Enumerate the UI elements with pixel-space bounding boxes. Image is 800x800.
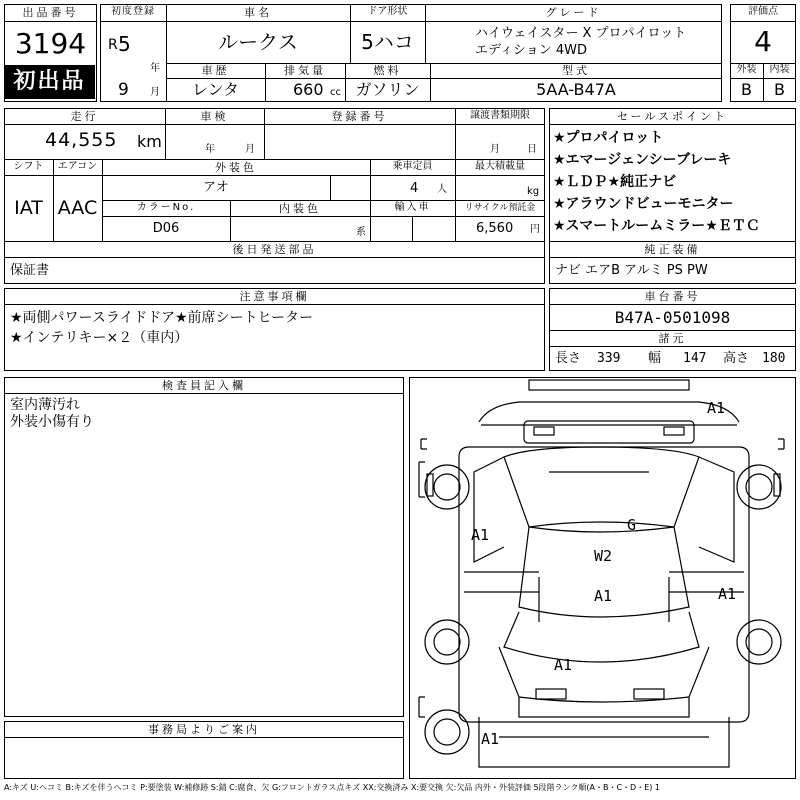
- recycle-fee: 6,560: [476, 221, 514, 236]
- insp-year-unit: 年: [205, 144, 215, 155]
- first-listing-badge: 初出品: [4, 65, 95, 99]
- sales-point-3: ★ＬＤＰ★純正ナビ: [553, 174, 677, 190]
- ac-label: エアコン: [57, 161, 98, 172]
- era: R: [108, 37, 118, 53]
- sales-points-label: セールスポイント: [616, 110, 728, 123]
- caution-line1: ★両側パワースライドドア★前席シートヒーター: [10, 310, 314, 326]
- type-code-label: 型式: [562, 64, 590, 77]
- ext-color-label: 外装色: [215, 161, 257, 174]
- inspector-line1: 室内薄汚れ: [10, 397, 80, 413]
- history-label: 車歴: [201, 64, 230, 77]
- chassis-label: 車台番号: [644, 290, 701, 303]
- interior-grade: B: [774, 80, 785, 99]
- later-parts-label: 後日発送部品: [232, 243, 317, 256]
- transfer-month-unit: 月: [490, 144, 500, 155]
- sales-point-1: ★プロパイロット: [553, 130, 664, 146]
- load-unit: kg: [527, 186, 540, 197]
- cc-unit: cc: [330, 87, 341, 98]
- lot-number-label: 出品番号: [22, 6, 79, 19]
- recycle-label: リサイクル預託金: [464, 203, 536, 213]
- grade-line2: エディション 4WD: [475, 43, 587, 58]
- dimensions-label: 諸元: [658, 332, 687, 345]
- transfer-day-unit: 日: [527, 144, 537, 155]
- legend: A:キズ U:ヘコミ B:キズを伴うヘコミ P:要塗装 W:補修跡 S:錆 C:腐食、欠 G:フロントガラス点キズ XX:交換済み X:要交換 欠:欠品 内外・外装評価 5段階ランク順(A・B・C・D・E) 1: [4, 783, 661, 792]
- fuel: ガソリン: [355, 80, 420, 99]
- grade-label: グレード: [545, 6, 602, 19]
- damage-mark: A1: [707, 399, 726, 417]
- damage-mark: A1: [718, 585, 737, 603]
- door-label: ドア形状: [367, 6, 408, 17]
- caution-label: 注意事項欄: [239, 290, 310, 303]
- damage-mark: A1: [471, 526, 490, 544]
- capacity: 4: [410, 181, 419, 196]
- displacement-label: 排気量: [284, 64, 326, 77]
- factory-equipment-label: 純正装備: [644, 243, 701, 256]
- length: 339: [597, 351, 621, 366]
- color-no: D06: [152, 221, 180, 236]
- damage-mark: W2: [594, 547, 613, 565]
- interior-label: 内装: [769, 64, 790, 75]
- capacity-unit: 人: [437, 184, 447, 195]
- color-no-label: カラーNo.: [136, 202, 196, 213]
- damage-mark: A1: [594, 587, 613, 605]
- mileage: 44,555: [45, 129, 118, 151]
- int-color-unit: 系: [356, 227, 366, 238]
- damage-mark: A1: [481, 730, 500, 748]
- chassis-number: B47A-0501098: [614, 308, 731, 327]
- caution-line2: ★インテリキー×２（車内）: [10, 330, 189, 346]
- exterior-label: 外装: [736, 64, 757, 75]
- int-color-label: 内装色: [279, 202, 321, 215]
- km-unit: km: [137, 132, 162, 151]
- inspector-label: 検査員記入欄: [162, 379, 246, 392]
- sales-point-2: ★エマージェンシーブレーキ: [553, 152, 732, 168]
- score-label: 評価点: [748, 6, 778, 17]
- factory-equipment: ナビ エアB アルミ PS PW: [555, 263, 708, 278]
- fuel-label: 燃料: [373, 64, 402, 77]
- score: 4: [754, 25, 772, 58]
- shift: IAT: [14, 197, 43, 219]
- width: 147: [683, 351, 707, 366]
- first-reg-label: 初度登録: [111, 6, 155, 17]
- insp-month-unit: 月: [245, 144, 255, 155]
- damage-mark: A1: [554, 656, 573, 674]
- ac: AAC: [57, 197, 98, 219]
- yen-unit: 円: [530, 224, 540, 235]
- inspector-line2: 外装小傷有り: [10, 414, 94, 430]
- import-label: 輸入車: [394, 202, 431, 213]
- grade-line1: ハイウェイスター X プロパイロット: [475, 26, 687, 41]
- year-unit: 年: [150, 63, 160, 74]
- capacity-label: 乗車定員: [392, 161, 433, 172]
- load-label: 最大積載量: [475, 161, 525, 172]
- transfer-label: 譲渡書類期限: [470, 110, 530, 121]
- shift-label: シフト: [13, 161, 44, 172]
- model-label: 車名: [244, 6, 272, 19]
- inspection-label: 車検: [200, 110, 229, 123]
- door-type: 5ハコ: [361, 30, 414, 54]
- later-parts-value: 保証書: [10, 263, 50, 278]
- length-label: 長さ: [555, 351, 582, 366]
- office-label: 事務局よりご案内: [148, 723, 260, 736]
- damage-mark: G: [627, 516, 637, 534]
- month-unit: 月: [150, 87, 160, 98]
- sales-point-4: ★アラウンドビューモニター: [553, 196, 734, 212]
- model-name: ルークス: [218, 30, 298, 54]
- sales-point-5: ★スマートルームミラー★ＥＴＣ: [553, 218, 760, 234]
- reg-month: 9: [118, 80, 129, 100]
- reg-year: 5: [118, 32, 131, 56]
- exterior-grade: B: [741, 80, 752, 99]
- width-label: 幅: [648, 351, 662, 366]
- reg-no-label: 登録番号: [331, 110, 388, 123]
- displacement: 660: [293, 80, 324, 99]
- mileage-label: 走行: [70, 110, 99, 123]
- height: 180: [762, 351, 786, 366]
- car-diagram: [409, 377, 796, 779]
- ext-color: アオ: [203, 180, 229, 195]
- history: レンタ: [192, 80, 239, 99]
- type-code: 5AA-B47A: [536, 80, 616, 99]
- lot-number: 3194: [14, 27, 87, 60]
- height-label: 高さ: [723, 351, 750, 366]
